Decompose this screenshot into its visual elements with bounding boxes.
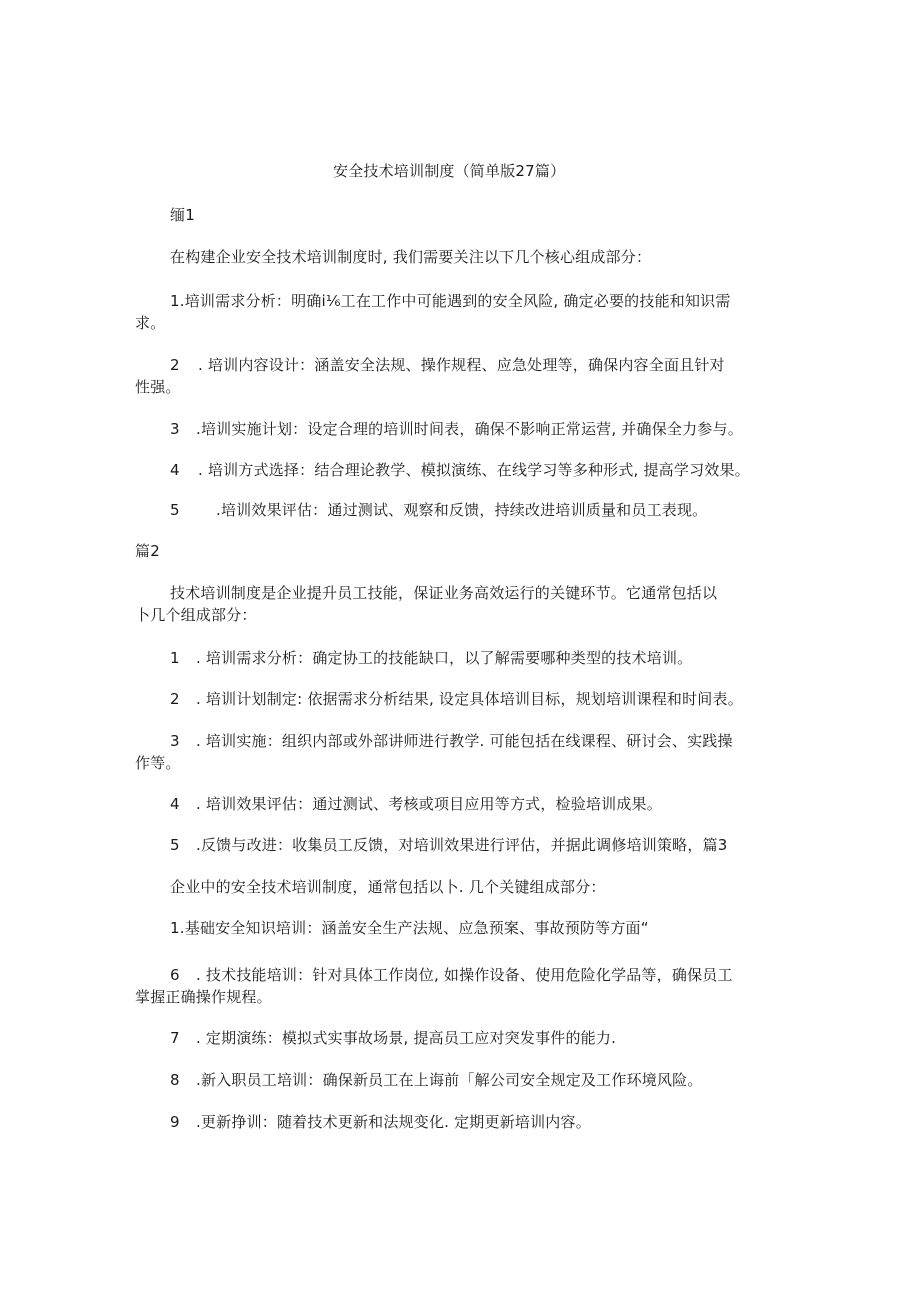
list-item-text: . 培训效果评估：通过测试、考核或项目应用等方式，检验培训成果。 (196, 795, 662, 813)
list-item (170, 688, 743, 710)
list-item-number: 4 (170, 461, 180, 479)
list-item-number: 5 (170, 501, 180, 519)
list-item-number: 6 (170, 966, 180, 984)
list-item-number: 1 (170, 649, 180, 667)
list-item (170, 354, 725, 376)
list-item (170, 917, 649, 939)
list-item-text: . 培训内容设计：涵盖安全法规、操作规程、应急处理等，确保内容全面且针对 (198, 356, 725, 374)
section-intro-continuation: 卜几个组成部分： (135, 606, 257, 624)
list-item (170, 290, 731, 312)
list-item-text: .更新挣训：随着技术更新和法规变化. 定期更新培训内容。 (196, 1113, 591, 1131)
list-item-number: 7 (170, 1029, 180, 1047)
list-item-number: 2 (170, 690, 180, 708)
list-item-continuation: 作等。 (135, 754, 181, 772)
list-item-text: .培训效果评估：通过测试、观察和反馈，持续改进培训质量和员工表现。 (216, 501, 708, 519)
list-item (170, 418, 743, 440)
list-item-text: . 培训需求分析：确定协工的技能缺口，以了解需要哪种类型的技术培训。 (196, 649, 693, 667)
list-item (170, 730, 733, 752)
section-intro: 技术培训制度是企业提升员工技能，保证业务高效运行的关键环节。它通常包括以 (170, 584, 718, 602)
list-item-text: .反馈与改进：收集员工反馈，对培训效果进行评估，并据此调修培训策略，篇3 (196, 836, 728, 854)
list-item (170, 647, 692, 669)
list-item-number: 3 (170, 732, 180, 750)
list-item-continuation: 性强。 (135, 378, 181, 396)
list-item-text: . 定期演练：模拟式实事故场景, 提高员工应对突发事件的能力. (196, 1029, 617, 1047)
list-item-number: 2 (170, 356, 180, 374)
list-item-number: 1. (170, 919, 185, 937)
list-item-number: 5 (170, 836, 180, 854)
list-item (170, 499, 707, 521)
list-item-number: 9 (170, 1113, 180, 1131)
section-heading: 篇2 (135, 542, 160, 560)
list-item (170, 964, 733, 986)
section-heading: 缅1 (170, 206, 195, 224)
list-item (170, 1111, 591, 1133)
list-item-text: . 培训计划制定: 依据需求分析结果, 设定具体培训目标，规划培训课程和时间表。 (196, 690, 743, 708)
list-item-continuation: 求。 (135, 314, 166, 332)
list-item-number: 8 (170, 1071, 180, 1089)
list-item (170, 793, 662, 815)
list-item-text: . 培训实施：组织内部或外部讲师进行教学. 可能包括在线课程、研讨会、实践操 (196, 732, 733, 750)
list-item-text: . 培训方式选择：结合理论教学、模拟演练、在线学习等多种形式, 提高学习效果。 (198, 461, 750, 479)
list-item-text: .新入职员工培训：确保新员工在上诲前「解公司安全规定及工作环境风险。 (196, 1071, 703, 1089)
list-item (170, 834, 728, 856)
list-item-number: 3 (170, 420, 180, 438)
list-item-number: 4 (170, 795, 180, 813)
list-item (170, 459, 750, 481)
list-item-text: . 技术技能培训：针对具体工作岗位, 如操作设备、使用危险化学品等，确保员工 (196, 966, 733, 984)
page-title: 安全技术培训制度（简单版27篇） (333, 162, 566, 180)
list-item-text: .培训实施计划：设定合理的培训时间表，确保不影响正常运营, 并确保全力参与。 (196, 420, 743, 438)
list-item-text: 基础安全知识培训：涵盖安全生产法规、应急预案、事故预防等方面“ (184, 919, 649, 937)
list-item-continuation: 掌握正确操作规程。 (135, 988, 272, 1006)
list-item (170, 1027, 616, 1049)
list-item-text: 培训需求分析：明确i⅙工在工作中可能遇到的安全风险, 确定必要的技能和知识需 (184, 292, 731, 310)
section-intro: 企业中的安全技术培训制度，通常包括以卜. 几个关键组成部分： (170, 878, 606, 896)
section-intro: 在构建企业安全技术培训制度时, 我们需要关注以下几个核心组成部分： (170, 248, 652, 266)
list-item-number: 1. (170, 292, 185, 310)
list-item (170, 1069, 703, 1091)
